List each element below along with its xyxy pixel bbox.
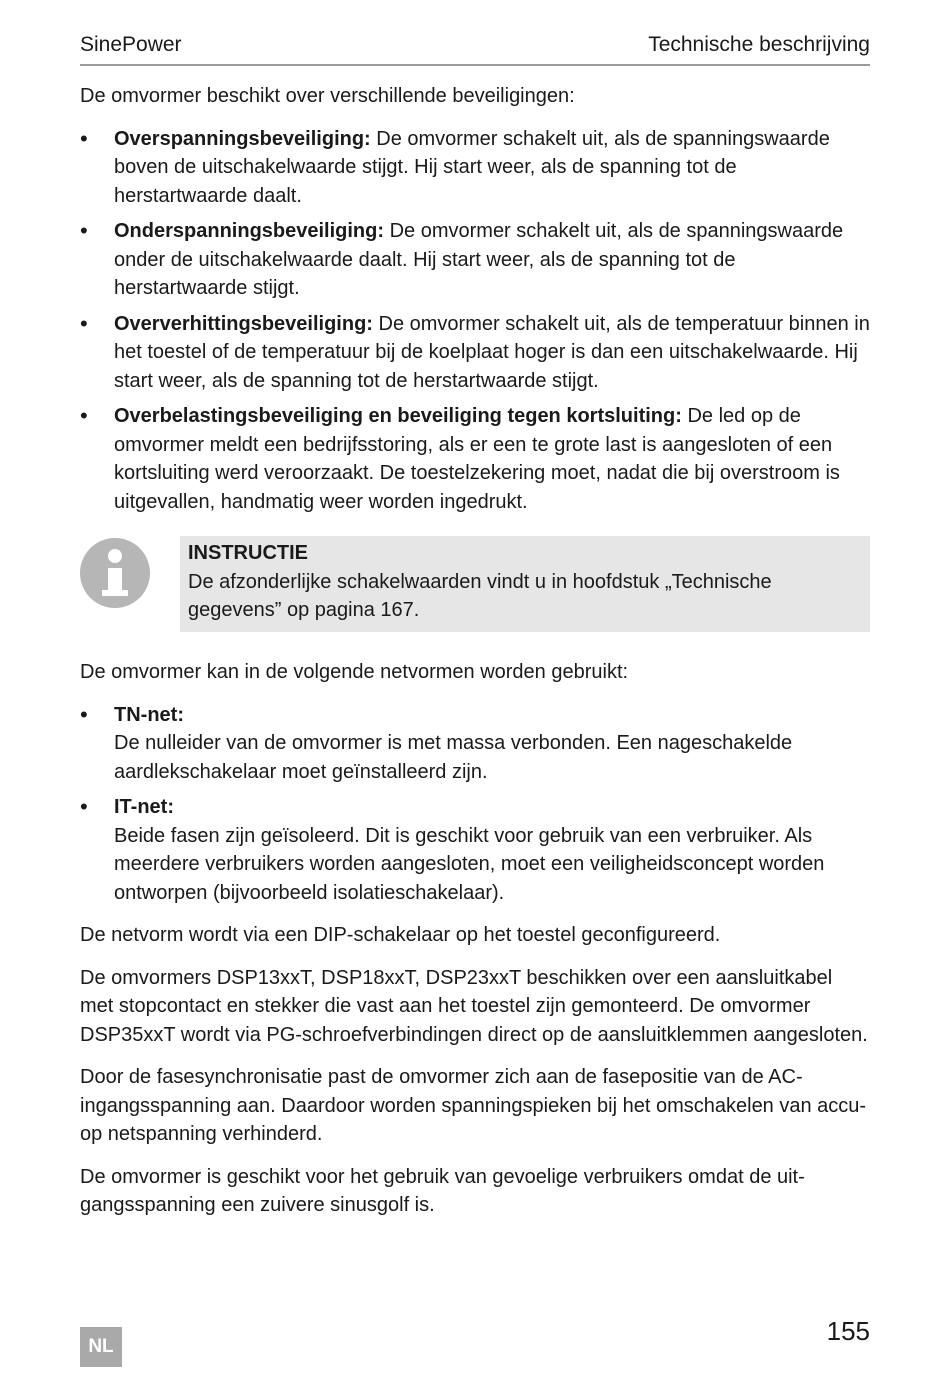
list-item-text: Beide fasen zijn geïsoleerd. Dit is geschikt voor gebruik van een verbruiker. Als meerdere verbruikers worden aangesloten, moet een veiligheidsconcept worden ontworpen (bijvoorbeeld isolatieschakelaar). [114,824,825,904]
list-item: • Onderspanningsbeveiliging: De omvormer schakelt uit, als de spanningswaarde onder de uitschakelwaarde daalt. Hij start weer, als de spanning tot de herstartwaarde stijgt. [80,218,844,299]
header-section-title: Technische beschrijving [648,33,870,56]
paragraph: Door de fasesynchronisatie past de omvormer zich aan de fasepositie van de AC-ingangsspanning aan. Daardoor worden spanningspieken bij het omschakelen van accu- op netspanning verhinderd. [80,1066,867,1145]
note-text: De afzonderlijke schakelwaarden vindt u in hoofdstuk „Technische gegevens” op pagina 167. [188,570,772,621]
networks-intro: De omvormer kan in de volgende netvormen worden gebruikt: [80,661,629,683]
paragraph: De omvormer is geschikt voor het gebruik van gevoelige verbruikers omdat de uitgangsspanning een zuivere sinusgolf is. [80,1165,805,1216]
list-item: • Oververhittingsbeveiliging: De omvormer schakelt uit, als de temperatuur binnen in het toestel of de temperatuur bij de koelplaat hoger is dan een uitschakelwaarde. Hij start weer, als de spanning tot de herstartwaarde stijgt. [80,310,870,392]
list-item-term: Overspanningsbeveiliging: [114,127,371,150]
list-item-term: TN-net: [114,703,184,726]
instruction-box [180,536,870,632]
list-item: • Overbelastingsbeveiliging en beveiliging tegen kortsluiting: De led op de omvormer meldt een bedrijfsstoring, als er een te grote last is aangesloten of een kortsluiting werd veroorzaakt. De toestelzekering moet, nadat die bij overstroom is uitgevallen, handmatig weer worden ingedrukt. [80,403,840,513]
list-item-text: De omvormer schakelt uit, als de spanningswaarde boven de uitschakelwaarde stijgt. Hij start weer, als de spanning tot de herstartwaarde daalt. [114,127,830,207]
list-item-text: De led op de omvormer meldt een bedrijfsstoring, als er een te grote last is aangesloten of een kortsluiting werd veroorzaakt. De toestelzekering moet, nadat die bij overstroom is uitgevallen, handmatig weer worden ingedrukt. [114,405,840,513]
note-title: INSTRUCTIE [188,542,308,564]
page-number: 155 [826,1316,870,1346]
instruction-note [80,536,870,632]
info-icon [80,538,150,608]
language-badge: NL [80,1327,122,1367]
list-item-text: De omvormer schakelt uit, als de spanningswaarde onder de uitschakelwaarde daalt. Hij start weer, als de spanning tot de herstartwaarde stijgt. [114,220,844,299]
list-item-term: Overbelastingsbeveiliging en beveiliging tegen kortsluiting: [114,405,682,427]
networks-list [80,701,870,908]
list-item-term: IT-net: [114,796,174,818]
list-item: • TN-net: De nulleider van de omvormer is met massa verbonden. Een nageschakelde aardlekschakelaar moet geïnstalleerd zijn. [80,701,793,783]
header-product-name: SinePower [80,33,182,56]
list-item: • Overspanningsbeveiliging: De omvormer schakelt uit, als de spanningswaarde boven de uitschakelwaarde stijgt. Hij start weer, als de spanning tot de herstartwaarde daalt. [80,125,830,207]
list-item-term: Onderspanningsbeveiliging: [114,220,385,242]
page-content [80,82,870,1234]
list-item: • IT-net: Beide fasen zijn geïsoleerd. Dit is geschikt voor gebruik van een verbruiker. Als meerdere verbruikers worden aangesloten, moet een veiligheidsconcept worden ontworpen (bijvoorbeeld isolatieschakelaar). [80,794,825,904]
list-item-term: Oververhittingsbeveiliging: [114,312,373,335]
list-item-text: De nulleider van de omvormer is met massa verbonden. Een nageschakelde aardlekschakelaar moet geïnstalleerd zijn. [114,732,793,783]
paragraph: De omvormers DSP13xxT, DSP18xxT, DSP23xxT beschikken over een aansluitkabel met stopcontact en stekker die vast aan het toestel zijn gemonteerd. De omvormer DSP35xxT wordt via PG-schroefverbindingen direct op de aansluitklemmen aangesloten. [80,966,868,1046]
protections-intro: De omvormer beschikt over verschillende beveiligingen: [80,85,575,107]
list-item-text: De omvormer schakelt uit, als de temperatuur binnen in het toestel of de temperatuur bij de koelplaat hoger is dan een uitschakelwaarde. Hij start weer, als de spanning tot de herstartwaarde stijgt. [114,312,870,392]
page-header [80,30,870,66]
paragraph: De netvorm wordt via een DIP-schakelaar op het toestel geconfigureerd. [80,924,721,946]
protections-list [80,125,870,517]
